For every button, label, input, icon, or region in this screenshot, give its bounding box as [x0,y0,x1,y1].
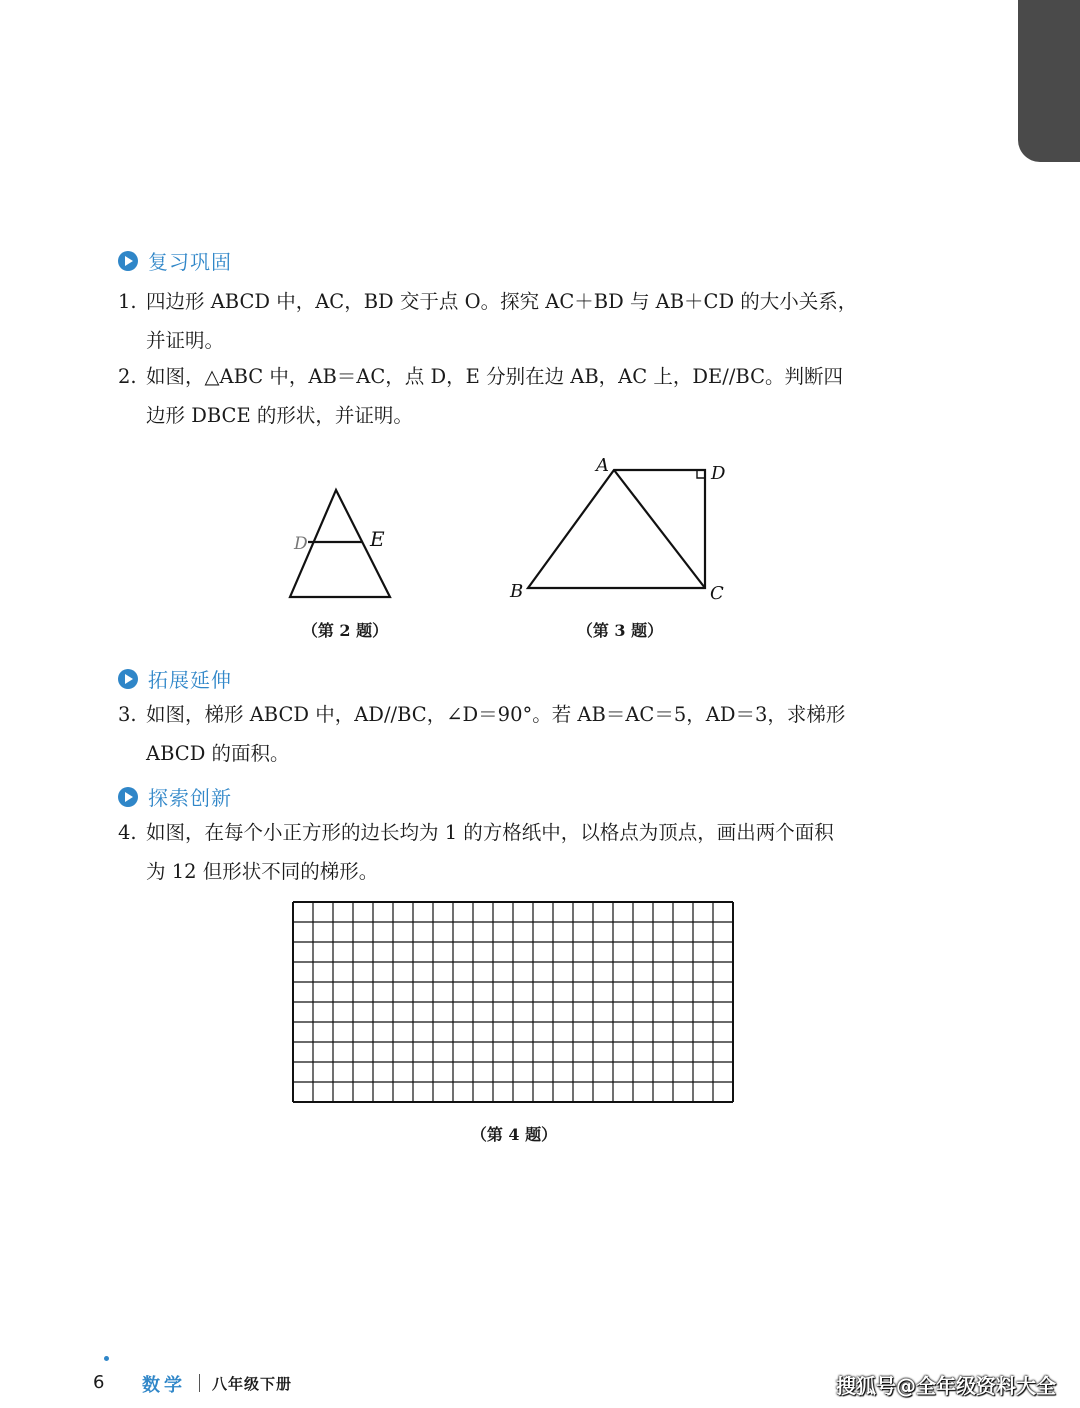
figure-2-diagram [270,480,420,610]
section-heading-review [118,246,232,275]
label-c: C [710,583,724,604]
footer-grade: 八年级下册 [212,1375,293,1393]
label-d: D [294,534,308,554]
page-corner-tab [1018,0,1080,162]
section-heading-explore [118,782,232,811]
play-icon [118,787,138,807]
problem-4: 4. 如图，在每个小正方形的边长均为 1 的方格纸中，以格点为顶点，画出两个面积 为 12 但形状不同的梯形。 [118,821,834,883]
footer-dot [104,1356,109,1361]
footer-subject: 数学 [142,1375,186,1396]
section-title: 探索创新 [148,786,232,810]
figure-3-caption: （第 3 题） [576,621,664,640]
problem-1: 1. 四边形 ABCD 中，AC，BD 交于点 O。探究 AC＋BD 与 AB＋CD 的大小关系， 并证明。 [118,290,858,352]
figure-2-caption: （第 2 题） [301,621,389,640]
label-d: D [711,463,726,484]
section-title: 拓展延伸 [148,668,232,692]
label-e: E [370,527,385,551]
section-title: 复习巩固 [148,250,232,274]
play-icon [118,669,138,689]
right-angle-mark [697,470,705,478]
section-heading-extension [118,664,232,693]
watermark: 搜狐号@全年级资料大全 [836,1374,1056,1398]
diagonal-ac [614,470,705,588]
label-a: A [596,455,609,476]
page-number: 6 [93,1372,105,1393]
problem-2: 2. 如图，△ABC 中，AB＝AC，点 D，E 分别在边 AB，AC 上，DE//BC。判断四 边形 DBCE 的形状，并证明。 [118,365,844,427]
figure-4-grid [290,899,738,1107]
footer-separator [199,1374,200,1392]
label-b: B [510,581,524,602]
figure-4-caption: （第 4 题） [470,1125,558,1144]
problem-3: 3. 如图，梯形 ABCD 中，AD//BC，∠D＝90°。若 AB＝AC＝5，AD＝3，求梯形 ABCD 的面积。 [118,703,846,765]
trapezoid-abcd [528,470,705,588]
play-icon [118,251,138,271]
figure-3-diagram [500,455,740,605]
